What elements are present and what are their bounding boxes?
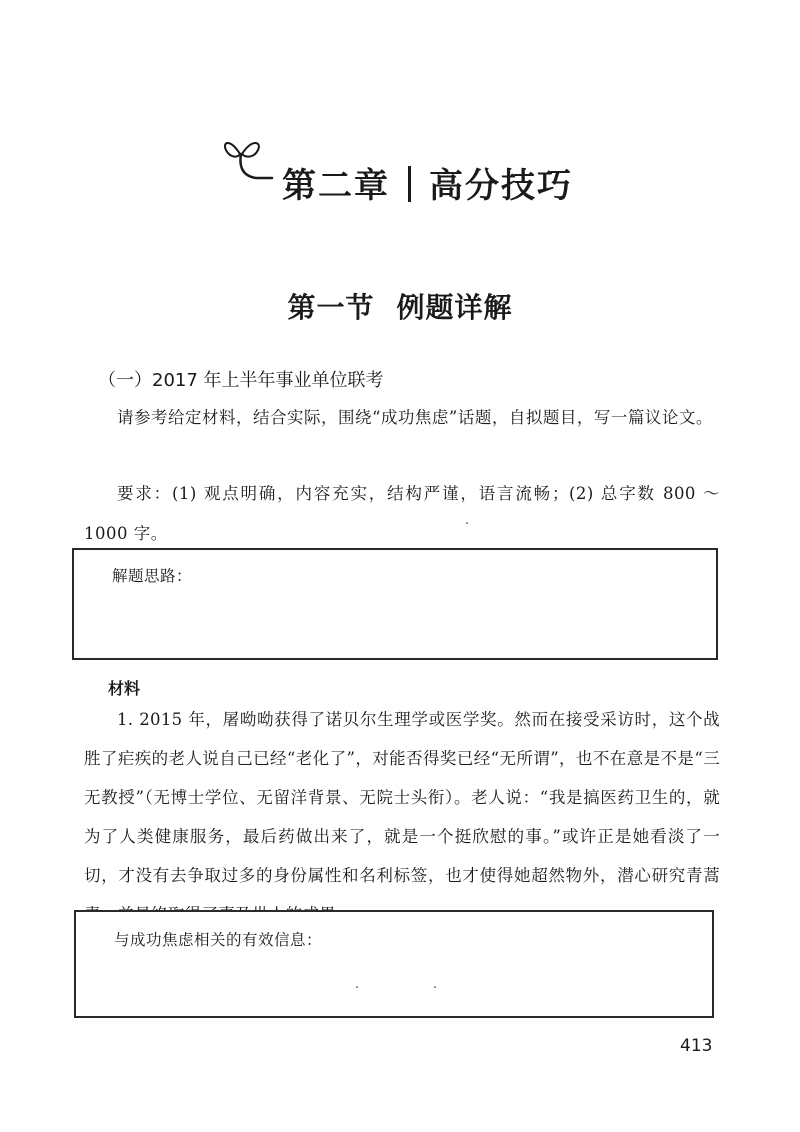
chapter-name: 高分技巧: [429, 166, 573, 206]
section-title: [0, 286, 800, 326]
exam-prompt: 请参考给定材料，结合实际，围绕“成功焦虑”话题，自拟题目，写一篇议论文。: [117, 408, 713, 427]
section-number: 第一节: [287, 291, 375, 324]
chapter-number: 第二章: [282, 166, 390, 206]
scan-speck: [356, 986, 358, 988]
chapter-title: [282, 158, 573, 207]
solution-approach-label: 解题思路：: [112, 567, 193, 585]
material-label: 材料: [108, 679, 141, 698]
exam-heading: （一）2017 年上半年事业单位联考: [98, 370, 384, 391]
material-paragraph: 1. 2015 年，屠呦呦获得了诺贝尔生理学或医学奖。然而在接受采访时，这个战胜了疟疾的老人说自己已经“老化了”，对能否得奖已经“无所谓”，也不在意是不是“三无教授”（无博士学位、无留洋背景、无院士头衔）。老人说：“我是搞医药卫生的，就为了人类健康服务，最后药做出来了，就是一个挺欣慰的事。”或许正是她看淡了一切，才没有去争取过多的身份属性和名利标签，也才使得她超然物外，潜心研究青蒿: [84, 710, 720, 885]
effective-info-box: [74, 910, 714, 1018]
sprout-icon: [222, 132, 282, 196]
scan-speck: [466, 522, 468, 524]
scan-speck: [434, 986, 436, 988]
solution-approach-box: [72, 548, 718, 660]
section-name: 例题详解: [396, 291, 513, 324]
exam-requirements: 要求：(1) 观点明确，内容充实，结构严谨，语言流畅；(2) 总字数 800 ～ 1000 字。: [84, 484, 720, 543]
page-number: 413: [680, 1036, 713, 1056]
effective-info-label: 与成功焦虑相关的有效信息：: [114, 931, 323, 949]
chapter-header: [0, 132, 800, 212]
chapter-divider: [408, 166, 411, 202]
